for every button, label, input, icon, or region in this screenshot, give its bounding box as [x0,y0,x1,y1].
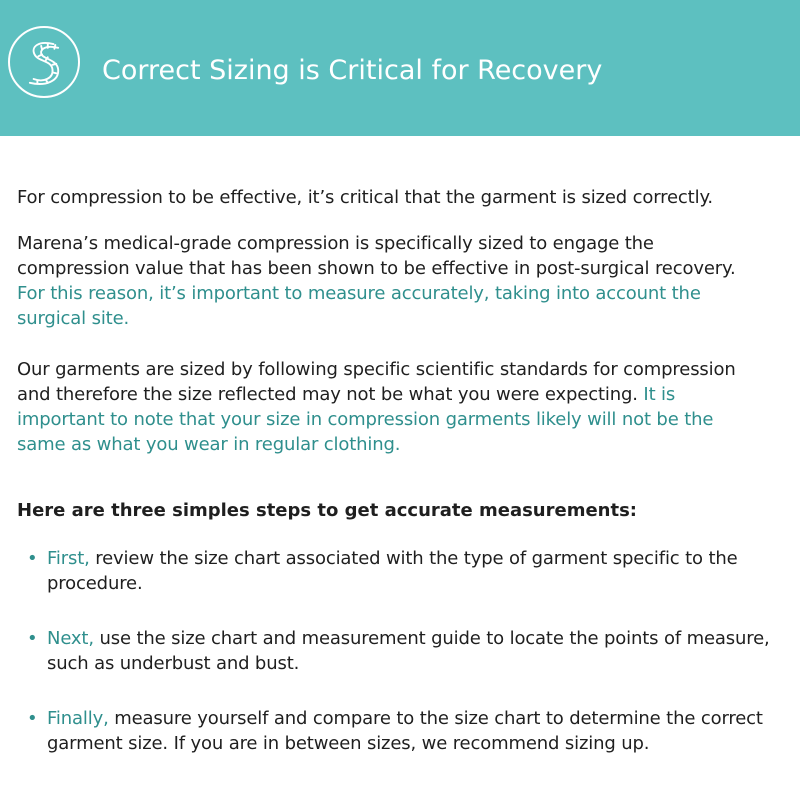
step-lead: First, [47,548,90,569]
paragraph-medical-grade [17,231,752,331]
step-lead: Finally, [47,708,109,729]
highlight-text: It is important to note that your size in compression garments likely will not be the same as what you wear in regular clothing. [17,384,714,455]
page-title: Correct Sizing is Critical for Recovery [102,55,603,86]
paragraph-scientific-standards [17,357,757,457]
step-text: measure yourself and compare to the size chart to determine the correct garment size. If you are in between sizes, we recommend sizing up. [47,708,763,754]
step-item-next [27,626,797,676]
paragraph-text: Marena’s medical-grade compression is specifically sized to engage the compression value that has been shown to be effective in post-surgical recovery. [17,233,736,279]
header-banner [0,0,800,136]
steps-heading: Here are three simples steps to get accurate measurements: [17,500,637,521]
step-item-finally [27,706,797,756]
highlight-text: For this reason, it’s important to measure accurately, taking into account the surgical site. [17,283,701,329]
bullet-icon: • [27,708,38,729]
paragraph-text: Our garments are sized by following specific scientific standards for compression and therefore the size reflected may not be what you were expecting. [17,359,736,405]
step-lead: Next, [47,628,94,649]
intro-paragraph: For compression to be effective, it’s critical that the garment is sized correctly. [17,187,713,208]
step-text: review the size chart associated with the type of garment specific to the procedure. [47,548,738,594]
step-text: use the size chart and measurement guide to locate the points of measure, such as underbust and bust. [47,628,770,674]
ruler-s-icon [8,26,80,98]
bullet-icon: • [27,548,38,569]
bullet-icon: • [27,628,38,649]
step-item-first [27,546,797,596]
